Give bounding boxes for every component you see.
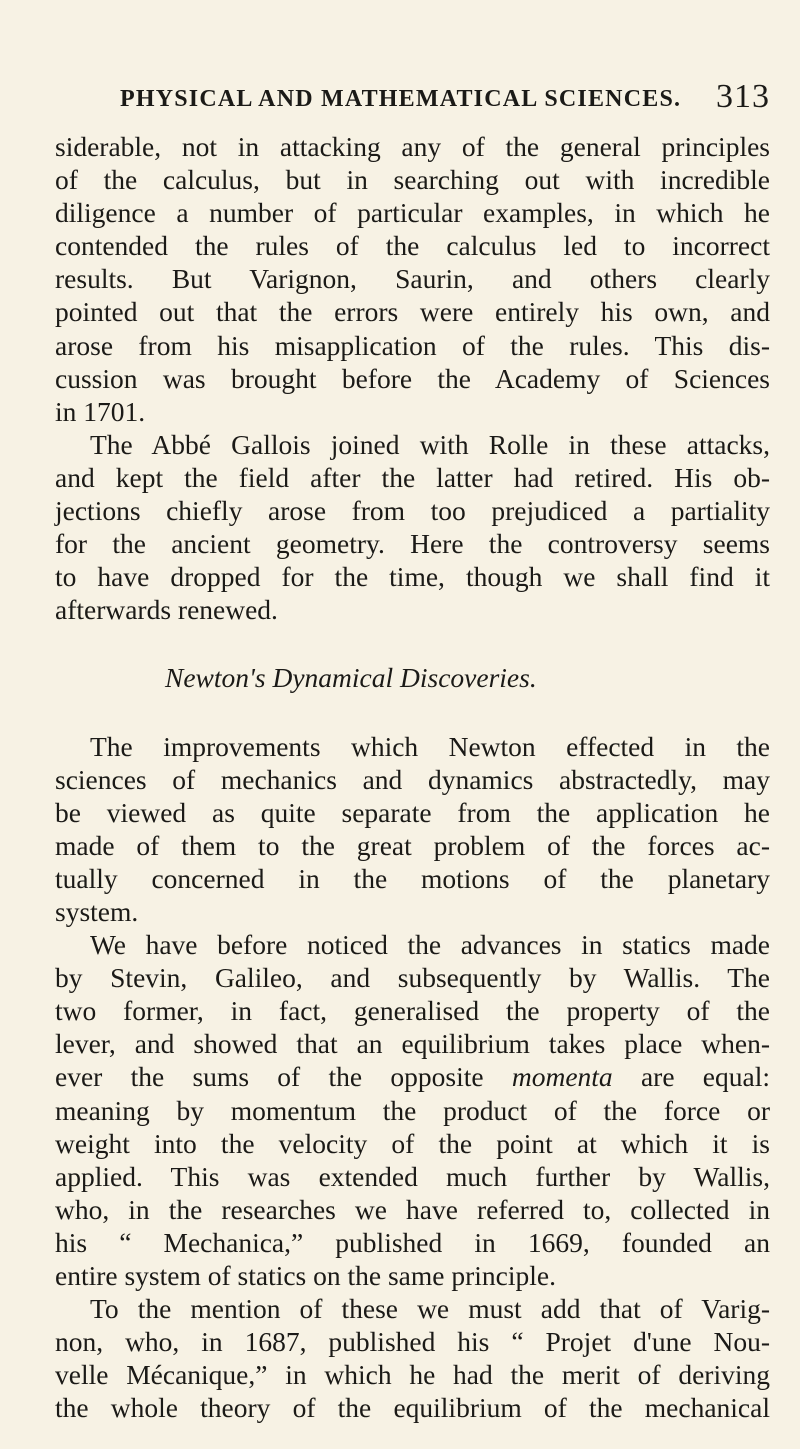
running-title: PHYSICAL AND MATHEMATICAL SCIENCES.: [120, 86, 682, 112]
text-line: meaning by momentum the product of the force or: [55, 1094, 770, 1126]
text-line: diligence a number of particular examples, in which he: [55, 197, 770, 229]
italic-term: momenta: [511, 1061, 613, 1093]
text-line: two former, in fact, generalised the property of the: [55, 995, 770, 1027]
text-line: velle Mécanique,” in which he had the merit of deriving: [55, 1359, 770, 1391]
text-line: We have before noticed the advances in statics made: [90, 929, 770, 961]
text-line: arose from his misapplication of the rules. This dis-: [55, 329, 770, 361]
running-head: [120, 74, 770, 114]
text-line: results. But Varignon, Saurin, and others clearly: [55, 263, 770, 295]
text-line: made of them to the great problem of the forces ac-: [55, 829, 770, 861]
text-line: jections chiefly arose from too prejudiced a partiality: [55, 495, 770, 527]
text-line: to have dropped for the time, though we shall find it: [55, 561, 770, 593]
text-line: by Stevin, Galileo, and subsequently by Wallis. The: [55, 962, 770, 994]
text-line: afterwards renewed.: [55, 594, 278, 626]
text-line: his “ Mechanica,” published in 1669, founded an: [55, 1226, 770, 1258]
text-line: of the calculus, but in searching out with incredible: [55, 164, 770, 196]
text-line: siderable, not in attacking any of the general principles: [55, 131, 770, 162]
text-line: who, in the researches we have referred to, collected in: [55, 1193, 770, 1225]
text-segment: are equal:: [612, 1061, 770, 1093]
text-line: sciences of mechanics and dynamics abstractedly, may: [55, 763, 770, 795]
text-line: lever, and showed that an equilibrium takes place when-: [55, 1028, 770, 1060]
text-line: The Abbé Gallois joined with Rolle in these attacks,: [90, 428, 770, 460]
page-number: 313: [716, 78, 770, 115]
text-line-with-italic: [55, 1060, 770, 1093]
text-line: the whole theory of the equilibrium of the mechanical: [55, 1392, 770, 1424]
body-text: [55, 130, 770, 1424]
text-line: be viewed as quite separate from the application he: [55, 796, 770, 828]
text-line: cussion was brought before the Academy of Sciences: [55, 362, 770, 394]
text-line: The improvements which Newton effected in the: [90, 730, 770, 762]
text-line: pointed out that the errors were entirely his own, and: [55, 296, 770, 328]
text-line: tually concerned in the motions of the planetary: [55, 862, 770, 894]
text-line: system.: [55, 895, 139, 927]
text-line: To the mention of these we must add that of Varig-: [90, 1293, 770, 1325]
text-segment: ever the sums of the opposite: [55, 1061, 512, 1093]
text-line: weight into the velocity of the point at which it is: [55, 1127, 770, 1159]
text-line: and kept the field after the latter had retired. His ob-: [55, 461, 770, 493]
text-line: non, who, in 1687, published his “ Projet d'une Nou-: [55, 1326, 770, 1358]
text-line: applied. This was extended much further by Wallis,: [55, 1160, 770, 1192]
text-line: in 1701.: [55, 395, 146, 427]
text-line: contended the rules of the calculus led to incorrect: [55, 230, 770, 262]
section-heading: Newton's Dynamical Discoveries.: [165, 662, 537, 694]
text-line: for the ancient geometry. Here the controversy seems: [55, 528, 770, 560]
text-line: entire system of statics on the same principle.: [55, 1260, 556, 1291]
